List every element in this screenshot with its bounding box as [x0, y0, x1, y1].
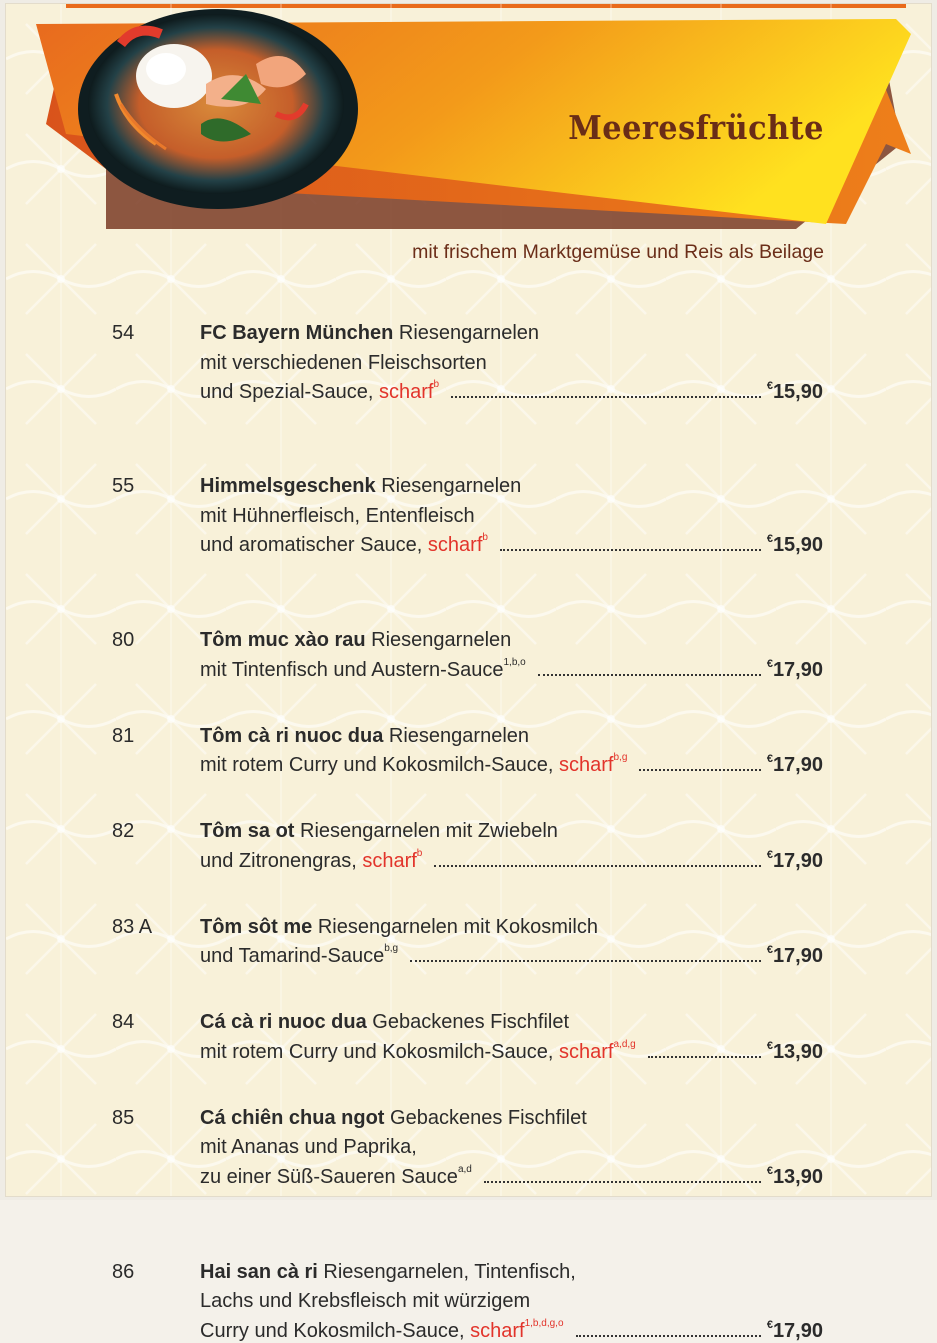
currency-symbol: €: [766, 657, 773, 670]
item-price: [767, 1166, 823, 1189]
item-description-line: [200, 629, 511, 659]
item-description: und Spezial-Sauce,: [200, 381, 380, 403]
spicy-label: scharf: [470, 1319, 525, 1342]
dot-leader: [410, 959, 761, 962]
item-price-line: [200, 534, 823, 557]
item-description: mit rotem Curry und Kokosmilch-Sauce,: [200, 754, 560, 776]
menu-page: [6, 4, 931, 1342]
price-value: 15,90: [772, 534, 823, 556]
item-number: 82: [112, 820, 135, 842]
item-description: Riesengarnelen: [388, 724, 530, 747]
item-description: Riesengarnelen mit Kokosmilch: [317, 915, 598, 938]
item-description: und Tamarind-Sauce: [200, 945, 385, 967]
item-price-line: [200, 847, 823, 873]
allergen-codes: b: [482, 532, 488, 543]
item-description: Riesengarnelen: [398, 322, 540, 344]
item-price: [767, 945, 823, 968]
spicy-label: scharf: [362, 849, 417, 872]
allergen-codes: b,g: [613, 752, 628, 763]
spicy-label: scharf: [427, 534, 483, 556]
item-description-line: [200, 820, 558, 850]
item-number: 81: [112, 724, 135, 747]
dot-leader: [538, 673, 761, 676]
item-name: Tôm muc xào rau: [200, 629, 366, 651]
item-description: Riesengarnelen: [381, 475, 522, 497]
item-description: und Zitronengras,: [200, 849, 363, 872]
dot-leader: [451, 395, 761, 398]
item-price: [767, 850, 823, 873]
currency-symbol: €: [766, 1039, 773, 1052]
item-description: Gebackenes Fischfilet: [390, 1106, 587, 1129]
item-description: Riesengarnelen mit Zwiebeln: [300, 820, 558, 842]
dot-leader: [648, 1055, 761, 1058]
item-number: 86: [112, 1260, 135, 1283]
item-number: 54: [112, 322, 135, 344]
item-number: 55: [112, 475, 135, 497]
item-price: [767, 381, 823, 404]
item-description-line: [200, 1107, 587, 1137]
spicy-label: scharf: [559, 1040, 614, 1063]
item-name: Hai san cà ri: [200, 1260, 318, 1283]
price-value: 17,90: [772, 658, 823, 681]
item-name: Tôm cà ri nuoc dua: [200, 724, 384, 747]
dot-leader: [500, 548, 761, 551]
item-number: 85: [112, 1106, 135, 1129]
item-price: [767, 754, 823, 777]
item-description-line: [200, 916, 598, 946]
allergen-codes: b,g: [384, 943, 399, 954]
allergen-codes: a,d,g: [613, 1038, 636, 1050]
item-price-line: [200, 754, 823, 777]
item-description: Gebackenes Fischfilet: [372, 1011, 570, 1033]
spicy-label: scharf: [559, 754, 614, 776]
price-value: 15,90: [772, 381, 823, 403]
allergen-codes: 1,b,o: [503, 656, 526, 668]
dot-leader: [434, 864, 760, 867]
allergen-codes: 1,b,d,g,o: [524, 1317, 564, 1329]
item-price: [767, 1041, 823, 1064]
item-description: und aromatischer Sauce,: [200, 534, 428, 556]
item-name: FC Bayern München: [200, 322, 394, 344]
item-price-line: [200, 381, 823, 404]
currency-symbol: €: [766, 944, 773, 956]
dot-leader: [576, 1334, 761, 1337]
item-price-line: [200, 1163, 823, 1189]
food-bowl-image: [78, 9, 358, 209]
item-name: Tôm sôt me: [200, 915, 313, 938]
item-description: zu einer Süß-Saueren Sauce: [200, 1165, 458, 1188]
item-description: mit rotem Curry und Kokosmilch-Sauce,: [200, 1040, 560, 1063]
item-price-line: [200, 1038, 823, 1064]
item-price-line: [200, 656, 823, 682]
item-description: mit Hühnerfleisch, Entenfleisch: [200, 504, 475, 527]
item-number: 80: [112, 629, 135, 651]
item-description-line: [200, 475, 521, 505]
currency-symbol: €: [766, 1318, 773, 1331]
item-number: 83 A: [112, 915, 153, 938]
item-name: Cá cà ri nuoc dua: [200, 1011, 367, 1033]
price-value: 17,90: [772, 754, 823, 776]
item-description: mit Tintenfisch und Austern-Sauce: [200, 658, 504, 681]
item-description: Riesengarnelen, Tintenfisch,: [323, 1260, 576, 1283]
item-description-line: [200, 352, 487, 382]
item-description: Riesengarnelen: [371, 629, 512, 651]
item-price-line: [200, 945, 823, 968]
price-value: 17,90: [772, 945, 823, 967]
price-value: 17,90: [772, 849, 823, 872]
item-description: Curry und Kokosmilch-Sauce,: [200, 1319, 471, 1342]
currency-symbol: €: [766, 1164, 773, 1177]
item-name: Tôm sa ot: [200, 820, 295, 842]
section-title: Meeresfrüchte: [568, 108, 824, 147]
item-price: [767, 1320, 823, 1343]
currency-symbol: €: [766, 753, 773, 765]
price-value: 17,90: [772, 1319, 823, 1342]
item-price: [767, 534, 823, 557]
dot-leader: [484, 1180, 761, 1183]
item-description-line: [200, 505, 475, 535]
item-name: Cá chiên chua ngot: [200, 1106, 385, 1129]
item-price-line: [200, 1317, 823, 1343]
item-description-line: [200, 1261, 576, 1291]
item-price: [767, 659, 823, 682]
item-description-line: [200, 725, 529, 755]
allergen-codes: b: [416, 847, 423, 859]
price-value: 13,90: [772, 1040, 823, 1063]
currency-symbol: €: [766, 848, 773, 861]
item-description: mit verschiedenen Fleischsorten: [200, 351, 487, 374]
currency-symbol: €: [766, 533, 773, 545]
currency-symbol: €: [766, 380, 773, 392]
item-name: Himmelsgeschenk: [200, 475, 376, 497]
item-description: mit Ananas und Paprika,: [200, 1136, 417, 1158]
allergen-codes: b: [433, 379, 440, 390]
item-description-line: [200, 322, 539, 352]
dot-leader: [639, 768, 760, 771]
item-description-line: [200, 1011, 569, 1041]
item-description-line: [200, 1136, 417, 1166]
price-value: 13,90: [772, 1165, 823, 1188]
allergen-codes: a,d: [457, 1163, 472, 1175]
item-number: 84: [112, 1011, 135, 1033]
item-description-line: [200, 1290, 530, 1320]
item-description: Lachs und Krebsfleisch mit würzigem: [200, 1290, 531, 1312]
section-subtitle: mit frischem Marktgemüse und Reis als Beilage: [412, 241, 824, 263]
spicy-label: scharf: [379, 381, 434, 403]
